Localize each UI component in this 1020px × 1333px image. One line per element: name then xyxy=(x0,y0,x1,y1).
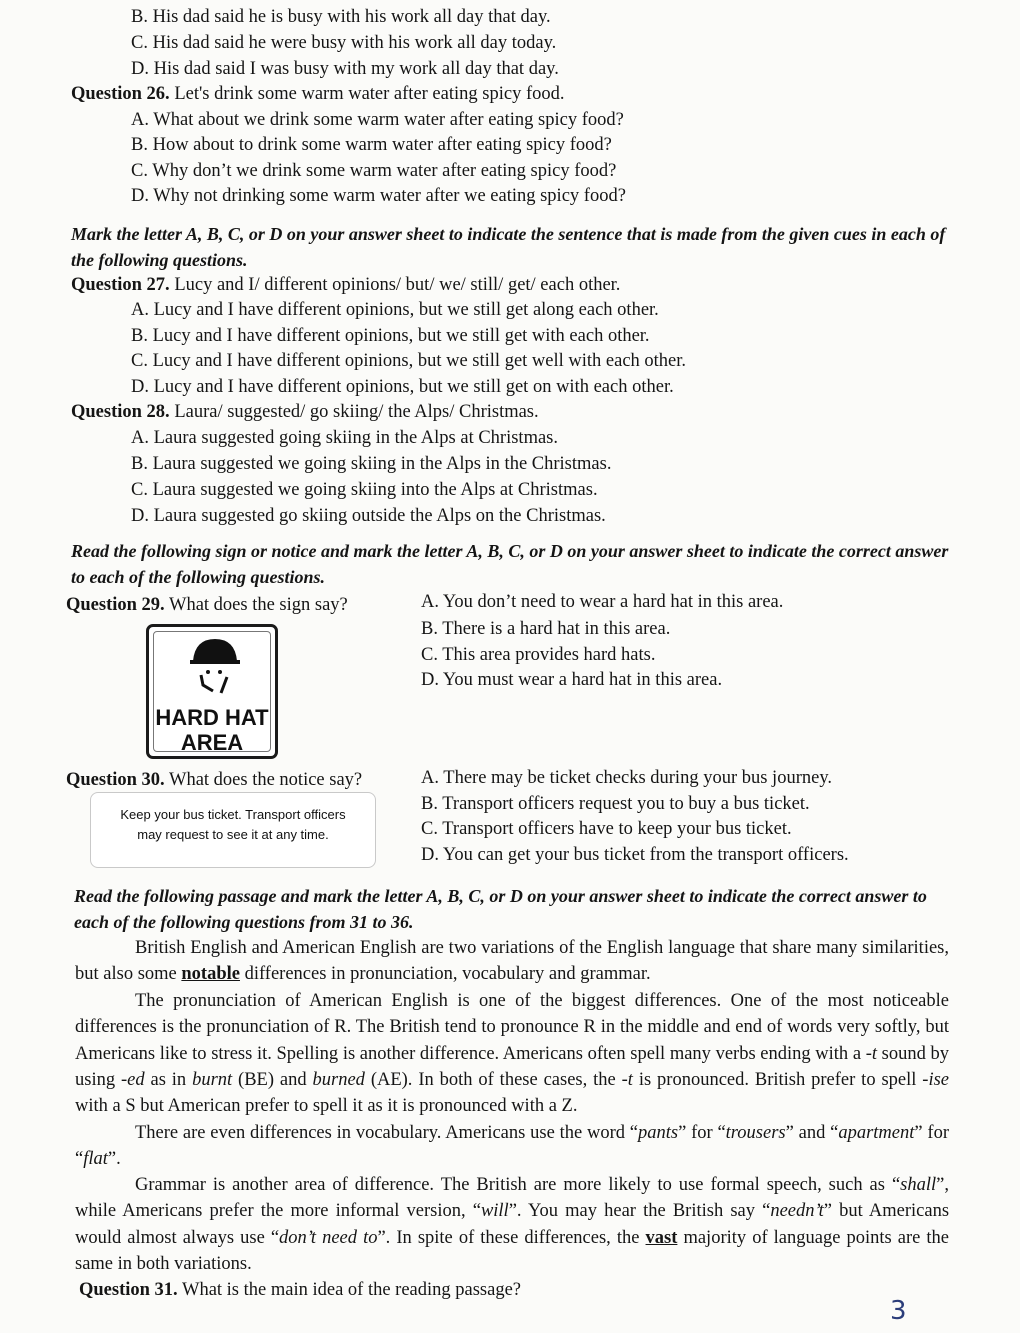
passage-paragraph-3: There are even differences in vocabulary. Americans use the word “pants” for “trousers” and “apartment” for “flat”. xyxy=(75,1123,949,1170)
q25-option-d: D. His dad said I was busy with my work all day that day. xyxy=(131,59,559,79)
q27-option-b: B. Lucy and I have different opinions, but we still get with each other. xyxy=(131,326,650,346)
q25-option-b: B. His dad said he is busy with his work all day that day. xyxy=(131,7,551,27)
q28-option-b: B. Laura suggested we going skiing in the Alps in the Christmas. xyxy=(131,454,612,474)
q31-stem: What is the main idea of the reading passage? xyxy=(181,1280,522,1300)
sign-line-1: HARD HAT xyxy=(155,705,269,730)
notice-text xyxy=(97,805,369,845)
q30-option-d: D. You can get your bus ticket from the transport officers. xyxy=(421,845,849,865)
q29-option-c: C. This area provides hard hats. xyxy=(421,645,656,665)
q31-stem-line xyxy=(79,1278,521,1302)
q27-option-c: C. Lucy and I have different opinions, but we still get well with each other. xyxy=(131,351,687,371)
q30-stem-line xyxy=(66,768,362,792)
instruction-passage: Read the following passage and mark the letter A, B, C, or D on your answer sheet to indicate the correct answer to each of the following questions from 31 to 36. xyxy=(74,886,927,932)
sign-line-2: AREA xyxy=(180,730,244,755)
q31-label: Question 31. xyxy=(79,1280,178,1300)
q27-option-d: D. Lucy and I have different opinions, but we still get on with each other. xyxy=(131,377,674,397)
sign-text xyxy=(149,705,275,755)
q26-stem-line xyxy=(71,82,564,106)
underlined-word-notable: notable xyxy=(181,964,240,985)
passage-paragraph-4: Grammar is another area of difference. The British are more likely to use formal speech, such as “shall”, while Americans prefer the more informal version, “will”. You may hear the British say “needn’t” but Americans would almost always use “don’t need to”. In spite of these differences, the vast majority of language points are the same in both variations. xyxy=(75,1175,950,1274)
passage-paragraph-2: The pronunciation of American English is one of the biggest differences. One of the most noticeable differences is the pronunciation of R. The British tend to pronounce R in the middle and end of words very softly, but Americans like to stress it. Spelling is another difference. Americans often spell many verbs ending with a -t sound by using -ed as in burnt (BE) and burned (AE). In both of these cases, the -t is pronounced. British prefer to spell -ise with a S but American prefer to spell it as it is pronounced with a Z. xyxy=(75,991,950,1117)
q29-option-d: D. You must wear a hard hat in this area. xyxy=(421,670,723,690)
q28-option-a: A. Laura suggested going skiing in the Alps at Christmas. xyxy=(131,428,558,448)
q29-option-a: A. You don’t need to wear a hard hat in this area. xyxy=(421,592,784,612)
q28-stem: Laura/ suggested/ go skiing/ the Alps/ Christmas. xyxy=(174,402,539,422)
q26-stem: Let's drink some warm water after eating spicy food. xyxy=(174,84,565,104)
underlined-word-vast: vast xyxy=(645,1227,678,1248)
q26-option-a: A. What about we drink some warm water after eating spicy food? xyxy=(131,110,624,130)
q25-option-c: C. His dad said he were busy with his work all day today. xyxy=(131,33,557,53)
q26-option-b: B. How about to drink some warm water after eating spicy food? xyxy=(131,135,612,155)
q29-stem: What does the sign say? xyxy=(168,595,348,615)
q26-option-d: D. Why not drinking some warm water after we eating spicy food? xyxy=(131,186,626,206)
q28-stem-line xyxy=(71,400,539,424)
page-number: 3 xyxy=(890,1296,907,1326)
q29-option-b: B. There is a hard hat in this area. xyxy=(421,619,671,639)
hard-hat-sign xyxy=(146,624,278,759)
instruction-cues: Mark the letter A, B, C, or D on your answer sheet to indicate the sentence that is made from the given cues in each of the following questions. xyxy=(71,224,946,270)
q29-label: Question 29. xyxy=(66,595,165,615)
notice-line-1: Keep your bus ticket. Transport officers xyxy=(120,807,346,822)
q29-stem-line xyxy=(66,593,348,617)
q26-option-c: C. Why don’t we drink some warm water after eating spicy food? xyxy=(131,161,617,181)
bus-ticket-notice xyxy=(90,792,376,868)
q28-label: Question 28. xyxy=(71,402,170,422)
hard-hat-person-icon xyxy=(187,635,243,697)
passage-paragraph-1: British English and American English are two variations of the English language that share many similarities, but also some notable differences in pronunciation, vocabulary and grammar. xyxy=(75,938,949,985)
notice-line-2: may request to see it at any time. xyxy=(137,827,329,842)
q30-option-c: C. Transport officers have to keep your bus ticket. xyxy=(421,819,792,839)
q30-option-b: B. Transport officers request you to buy a bus ticket. xyxy=(421,794,810,814)
q28-option-d: D. Laura suggested go skiing outside the Alps on the Christmas. xyxy=(131,506,606,526)
q28-option-c: C. Laura suggested we going skiing into the Alps at Christmas. xyxy=(131,480,598,500)
q27-label: Question 27. xyxy=(71,275,170,295)
q30-option-a: A. There may be ticket checks during your bus journey. xyxy=(421,768,832,788)
q30-label: Question 30. xyxy=(66,770,165,790)
q27-stem: Lucy and I/ different opinions/ but/ we/ still/ get/ each other. xyxy=(174,275,621,295)
q27-stem-line xyxy=(71,273,620,297)
q30-stem: What does the notice say? xyxy=(168,770,363,790)
q26-label: Question 26. xyxy=(71,84,170,104)
instruction-sign-notice: Read the following sign or notice and mark the letter A, B, C, or D on your answer sheet to indicate the correct answer to each of the following questions. xyxy=(71,541,949,587)
q27-option-a: A. Lucy and I have different opinions, but we still get along each other. xyxy=(131,300,659,320)
